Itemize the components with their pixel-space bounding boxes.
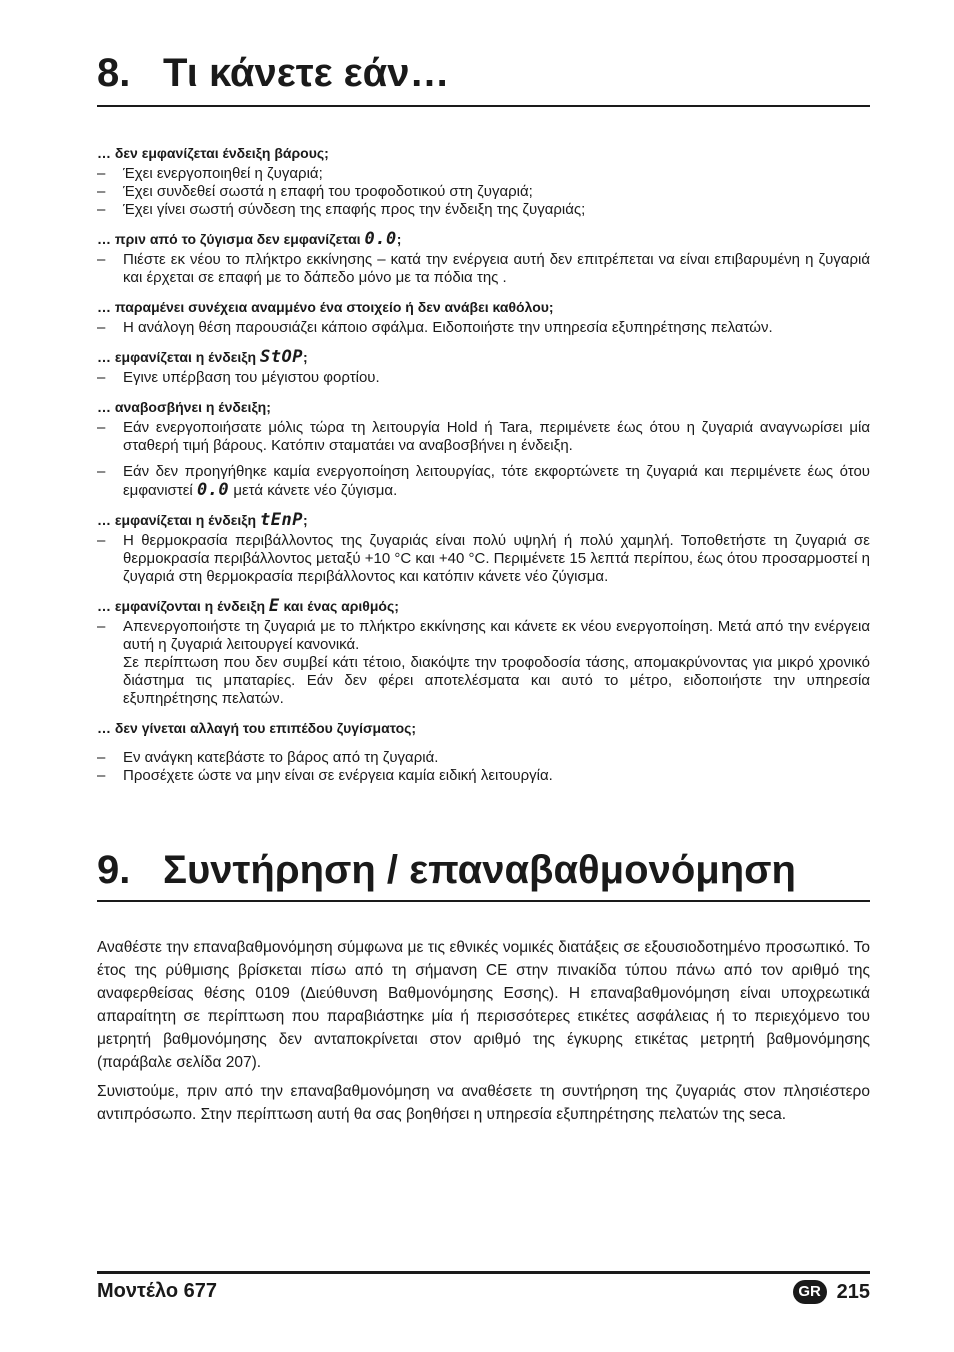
list-item: – Προσέχετε ώστε να μην είναι σε ενέργεια καμία ειδική λειτουργία. bbox=[97, 767, 553, 784]
list-item: – Απενεργοποιήστε τη ζυγαριά με το πλήκτρο εκκίνησης και κάνετε εκ νέου ενεργοποίηση. Μετά από την ενέργεια αυτή η ζυγαριά λειτουργεί κανονικά. Σε περίπτωση που δεν συμβεί κάτι τέτοιο, διακόψτε την τροφοδοσία τάσης, απομακρύνοντας για μικρό χρονικό διάστημα τις μπαταρίες. Εάν δεν φέρει αποτελέσματα και αυτό το μέτρο, ειδοποιήστε την υπηρεσία εξυπηρέτησης πελατών. bbox=[97, 618, 870, 707]
section-9-rule bbox=[97, 900, 870, 902]
question-heading: … παραμένει συνέχεια αναμμένο ένα στοιχείο ή δεν ανάβει καθόλου; bbox=[97, 299, 554, 315]
question-heading: … εμφανίζεται η ένδειξη tEnP; bbox=[97, 510, 308, 530]
footer-model: Μοντέλο 677 bbox=[97, 1280, 217, 1302]
footer-page-info bbox=[793, 1280, 870, 1304]
footer-rule bbox=[97, 1271, 870, 1274]
section-9-title bbox=[97, 847, 870, 893]
paragraph: Αναθέστε την επαναβαθμονόμηση σύμφωνα με τις εθνικές νομικές διατάξεις σε εξουσιοδοτημένο προσωπικό. Το έτος της ρύθμισης βρίσκεται πίσω από τη σήμανση CE στην πινακίδα τύπου πάνω από τον αριθμό της αναφερθείσας θέσης 0109 (Διεύθυνση Βαθμονόμησης Εσσης). Η επαναβαθμονόμηση είναι υποχρεωτικά απαραίτητη σε περίπτωση που παραβιάστηκε μία ή περισσότερες ετικέτες ασφάλειας ή το περιεχόμενο του μετρητή βαθμονόμησης δεν ανταποκρίνεται στον αριθμό της έγκυρης ετικέτας μετρητή βαθμονόμησης (παράβαλε σελίδα 207). bbox=[97, 939, 870, 1071]
section-8-number: 8. bbox=[97, 51, 131, 95]
display-readout: StOP bbox=[259, 347, 303, 367]
section-9-title-text: Συντήρηση / επαναβαθμονόμηση bbox=[163, 848, 796, 892]
language-badge: GR bbox=[793, 1280, 827, 1304]
list-item: – Εάν ενεργοποιήσατε μόλις τώρα τη λειτουργία Hold ή Tara, περιμένετε έως ότου η ζυγαριά αναγνωρίσει μία σταθερή τιμή βάρους. Κατόπιν σταματάει να αναβοσβήνει η ένδειξη. bbox=[97, 419, 870, 454]
list-item: – Έχει γίνει σωστή σύνδεση της επαφής προς την ένδειξη της ζυγαριάς; bbox=[97, 201, 586, 218]
question-heading: … εμφανίζονται η ένδειξη E και ένας αριθμός; bbox=[97, 596, 399, 616]
list-item: – Εάν δεν προηγήθηκε καμία ενεργοποίηση λειτουργίας, τότε εκφορτώνετε τη ζυγαριά και περιμένετε έως ότου εμφανιστεί 0.0 μετά κάνετε νέο ζύγισμα. bbox=[97, 463, 870, 500]
question-heading: … δεν γίνεται αλλαγή του επιπέδου ζυγίσματος; bbox=[97, 720, 417, 736]
display-readout: 0.0 bbox=[196, 480, 230, 500]
paragraph: Συνιστούμε, πριν από την επαναβαθμονόμηση να αναθέσετε τη συντήρηση της ζυγαριάς στον πλησιέστερο αντιπρόσωπο. Στην περίπτωση αυτή θα σας βοηθήσει η υπηρεσία εξυπηρέτησης πελατών της seca. bbox=[97, 1083, 870, 1123]
list-item: – Πιέστε εκ νέου το πλήκτρο εκκίνησης – κατά την ενέργεια αυτή δεν επιτρέπεται να είναι επιβαρυμένη η ζυγαριά και έρχεται σε επαφή με το δάπεδο μόνο με τα πόδια της . bbox=[97, 251, 870, 286]
list-item: – Έχει ενεργοποιηθεί η ζυγαριά; bbox=[97, 165, 323, 182]
list-item: – Η ανάλογη θέση παρουσιάζει κάποιο σφάλμα. Ειδοποιήστε την υπηρεσία εξυπηρέτησης πελατών. bbox=[97, 319, 773, 336]
list-item: – Έχει συνδεθεί σωστά η επαφή του τροφοδοτικού στη ζυγαριά; bbox=[97, 183, 533, 200]
section-9-body bbox=[97, 936, 870, 1132]
section-9-number: 9. bbox=[97, 848, 131, 892]
section-8-title-text: Τι κάνετε εάν… bbox=[163, 51, 450, 95]
question-heading: … πριν από το ζύγισμα δεν εμφανίζεται 0.0; bbox=[97, 229, 402, 249]
page-number: 215 bbox=[836, 1280, 870, 1303]
list-item: – Εγινε υπέρβαση του μέγιστου φορτίου. bbox=[97, 369, 380, 386]
section-8-rule bbox=[97, 105, 870, 107]
list-item: – Εν ανάγκη κατεβάστε το βάρος από τη ζυγαριά. bbox=[97, 749, 439, 766]
display-readout: 0.0 bbox=[364, 229, 397, 249]
list-item: – Η θερμοκρασία περιβάλλοντος της ζυγαριάς είναι πολύ υψηλή ή πολύ χαμηλή. Τοποθετήστε τη ζυγαριά σε θερμοκρασία περιβάλλοντος μεταξύ +10 °C και +40 °C. Περιμένετε 15 λεπτά περίπου, έως ότου προσαρμοστεί η ζυγαριά στη θερμοκρασία περιβάλλοντος και κατόπιν κάνετε νέο ζύγισμα. bbox=[97, 532, 870, 585]
question-heading: … εμφανίζεται η ένδειξη StOP; bbox=[97, 347, 308, 367]
question-heading: … αναβοσβήνει η ένδειξη; bbox=[97, 399, 271, 415]
section-8-title bbox=[97, 50, 870, 96]
display-readout: E bbox=[268, 596, 280, 616]
display-readout: tEnP bbox=[259, 510, 303, 530]
question-heading: … δεν εμφανίζεται ένδειξη βάρους; bbox=[97, 145, 329, 161]
troubleshooting-list bbox=[97, 144, 870, 785]
